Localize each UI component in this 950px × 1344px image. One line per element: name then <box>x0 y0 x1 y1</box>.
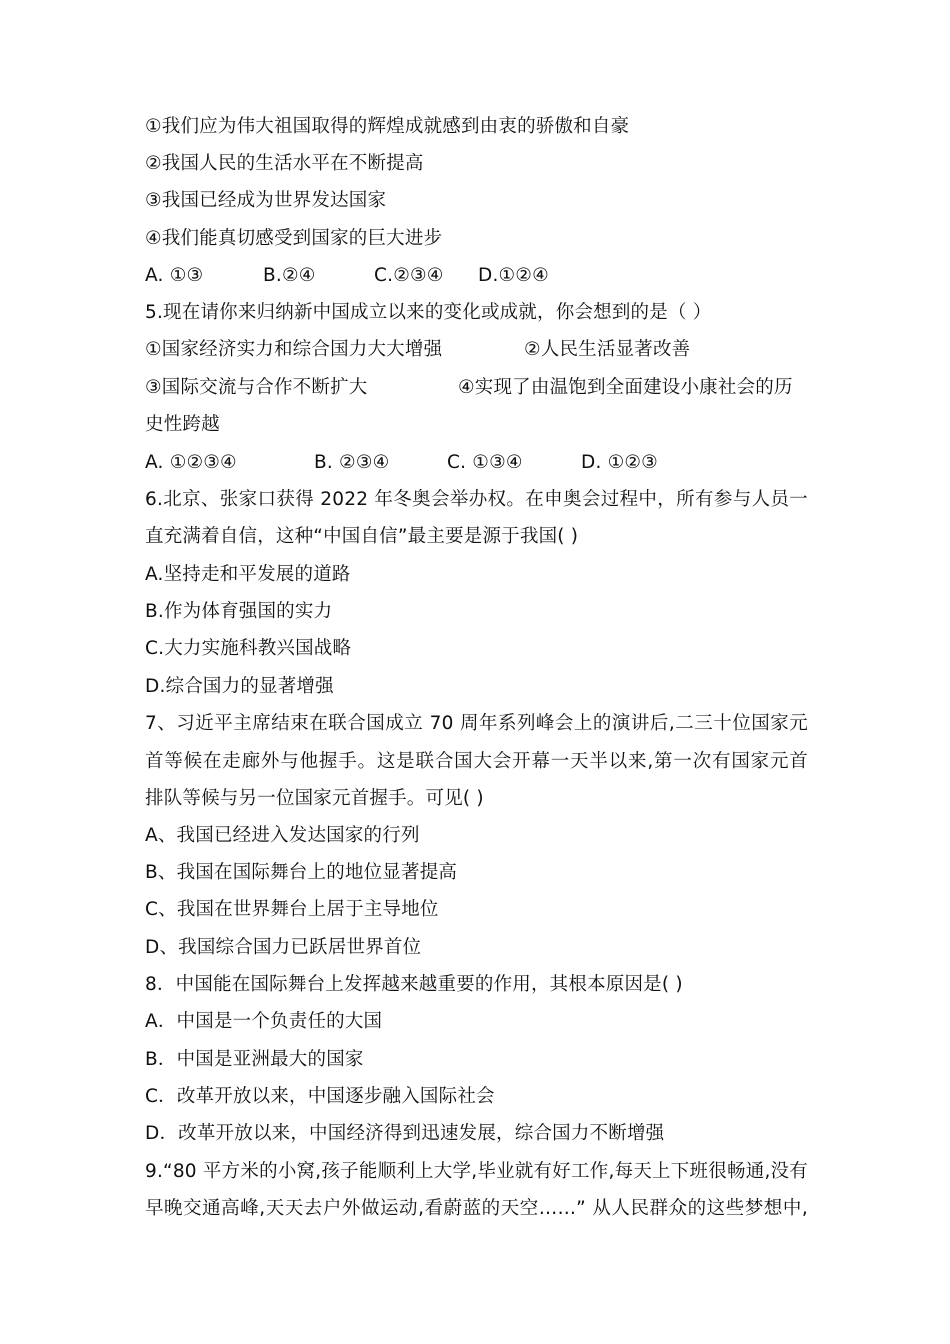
q5-statement-2: ②人民生活显著改善 <box>524 339 691 360</box>
q8-option-c: C．改革开放以来，中国逐步融入国际社会 <box>145 1086 495 1107</box>
q5-statement-1: ①国家经济实力和综合国力大大增强 <box>145 339 443 360</box>
q7-option-b: B、我国在国际舞台上的地位显著提高 <box>145 862 458 883</box>
q5-row-1 <box>145 338 808 362</box>
q7-option-a: A、我国已经进入发达国家的行列 <box>145 825 420 846</box>
q6-option-b: B.作为体育强国的实力 <box>145 601 333 622</box>
q5-statement-3: ③国际交流与合作不断扩大 <box>145 377 368 398</box>
q4-option-d: D.①②④ <box>478 265 549 286</box>
q6-stem-line-2: 直充满着自信，这种“中国自信”最主要是源于我国( ) <box>145 526 579 547</box>
q6-option-a: A.坚持走和平发展的道路 <box>145 564 351 585</box>
q4-option-a: A. ①③ <box>145 265 204 286</box>
q7-option-d: D、我国综合国力已跃居世界首位 <box>145 937 422 958</box>
q6-stem-line-1: 6.北京、张家口获得 2022 年冬奥会举办权。在申奥会过程中，所有参与人员一 <box>145 489 808 510</box>
q5-option-b: B. ②③④ <box>314 452 390 473</box>
q8-stem: 8．中国能在国际舞台上发挥越来越重要的作用，其根本原因是( ) <box>145 974 683 995</box>
q7-stem-line-3: 排队等候与另一位国家元首握手。可见( ) <box>145 788 484 809</box>
q4-option-c: C.②③④ <box>374 265 444 286</box>
q5-statement-4-cont: 史性跨越 <box>145 414 220 435</box>
q4-option-b: B.②④ <box>263 265 316 286</box>
q6-option-d: D.综合国力的显著增强 <box>145 676 334 697</box>
q8-option-d: D．改革开放以来，中国经济得到迅速发展，综合国力不断增强 <box>145 1123 665 1144</box>
q4-statement-1: ①我们应为伟大祖国取得的辉煌成就感到由衷的骄傲和自豪 <box>145 116 630 137</box>
q5-stem: 5.现在请你来归纳新中国成立以来的变化或成就，你会想到的是（ ） <box>145 302 712 323</box>
q5-options <box>145 451 808 475</box>
q5-option-c: C. ①③④ <box>447 452 523 473</box>
q7-stem-line-2: 首等候在走廊外与他握手。这是联合国大会开幕一天半以来,第一次有国家元首 <box>145 751 808 772</box>
q8-option-b: B．中国是亚洲最大的国家 <box>145 1049 364 1070</box>
q7-option-c: C、我国在世界舞台上居于主导地位 <box>145 899 439 920</box>
q5-row-2 <box>145 376 808 400</box>
q5-statement-4: ④实现了由温饱到全面建设小康社会的历 <box>458 377 793 398</box>
q4-statement-4: ④我们能真切感受到国家的巨大进步 <box>145 228 443 249</box>
q5-option-a: A. ①②③④ <box>145 452 237 473</box>
q7-stem-line-1: 7、习近平主席结束在联合国成立 70 周年系列峰会上的演讲后,二三十位国家元 <box>145 713 808 734</box>
q8-option-a: A．中国是一个负责任的大国 <box>145 1011 383 1032</box>
q9-stem-line-1: 9.“80 平方米的小窝,孩子能顺利上大学,毕业就有好工作,每天上下班很畅通,没有 <box>145 1161 808 1182</box>
q6-option-c: C.大力实施科教兴国战略 <box>145 638 352 659</box>
q4-statement-2: ②我国人民的生活水平在不断提高 <box>145 153 424 174</box>
q5-option-d: D. ①②③ <box>581 452 658 473</box>
q4-statement-3: ③我国已经成为世界发达国家 <box>145 190 387 211</box>
q4-options <box>145 264 808 288</box>
q9-stem-line-2: 早晚交通高峰,天天去户外做运动,看蔚蓝的天空……” 从人民群众的这些梦想中, <box>145 1198 808 1219</box>
